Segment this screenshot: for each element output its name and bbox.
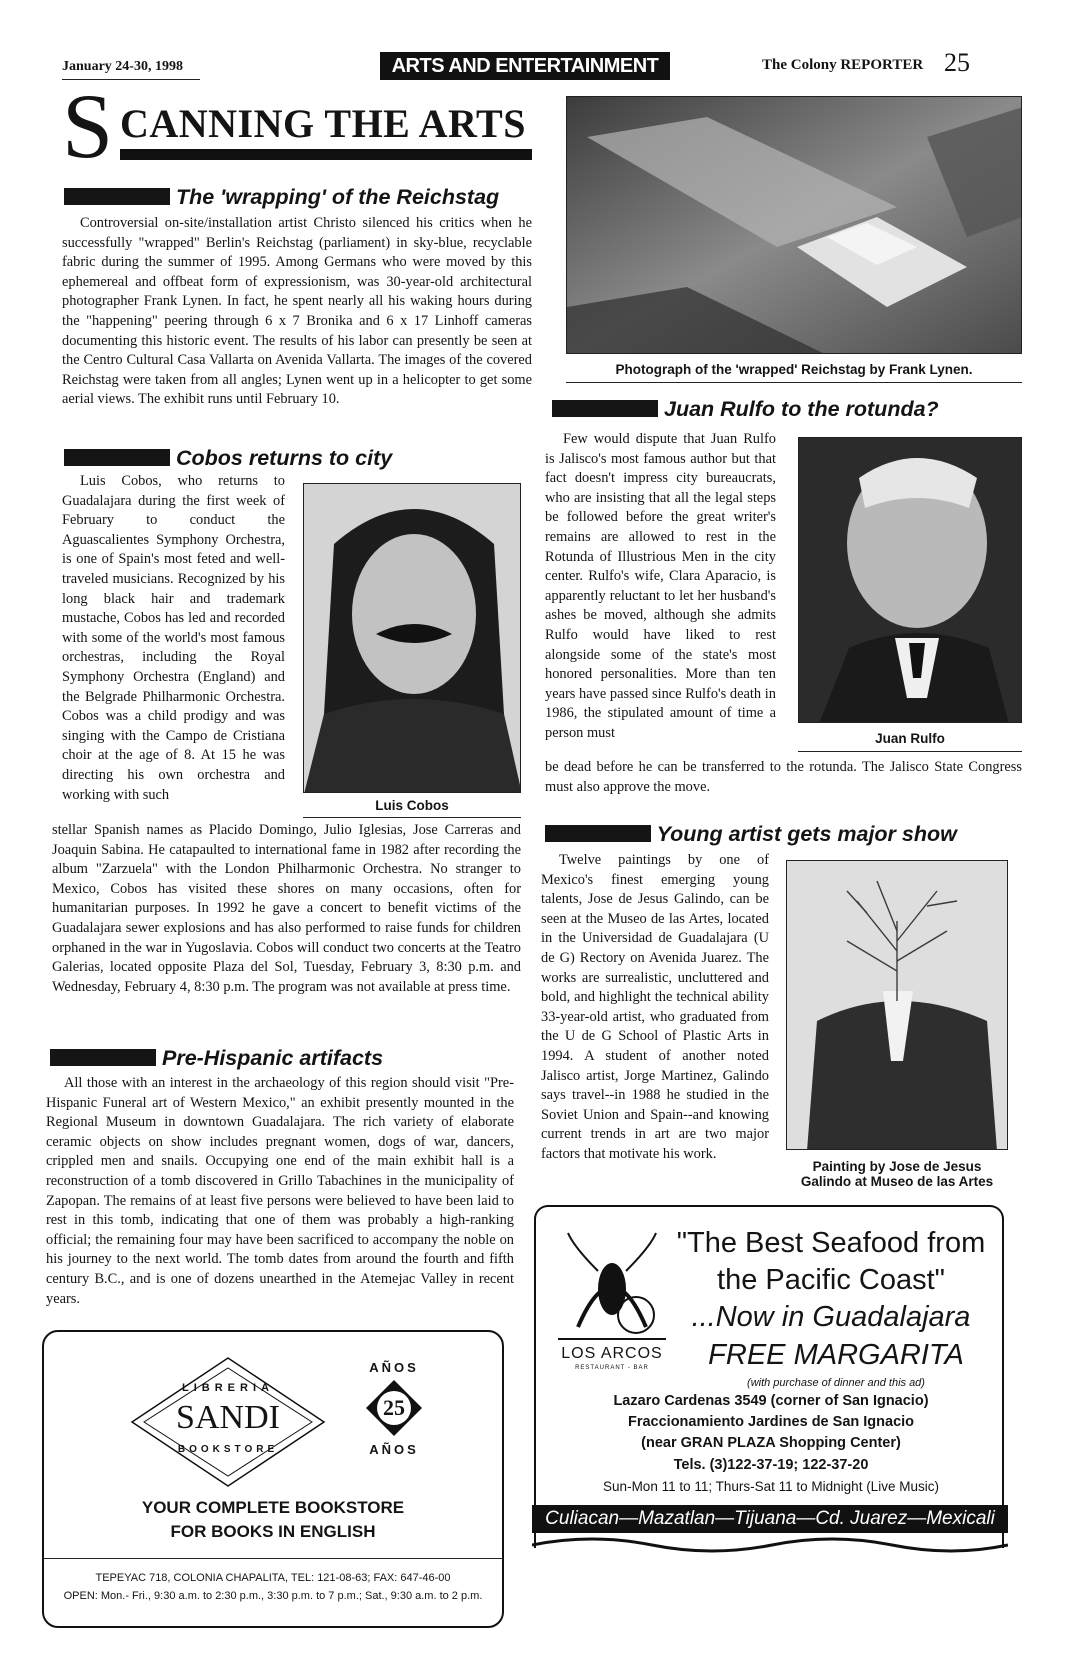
headline-bar: [64, 188, 170, 205]
rulfo-photo: [798, 437, 1022, 723]
reichstag-caption: Photograph of the 'wrapped' Reichstag by Frank Lynen.: [615, 362, 973, 377]
luis-cobos-portrait: [304, 484, 521, 793]
bookstore-letters: BOOKSTORE: [177, 1444, 279, 1455]
sandi-tagline-1: YOUR COMPLETE BOOKSTORE: [141, 1498, 405, 1517]
arcos-cities-banner: Culiacan—Mazatlan—Tijuana—Cd. Juarez—Mexicali: [532, 1505, 1008, 1533]
galindo-caption: [778, 1159, 1016, 1189]
issue-date: January 24-30, 1998: [62, 59, 183, 74]
reichstag-headline: The 'wrapping' of the Reichstag: [64, 185, 499, 210]
caption-rule: [798, 751, 1022, 752]
libreria-letters: LIBRERIA: [182, 1382, 274, 1394]
rulfo-article-part1: Few would dispute that Juan Rulfo is Jalisco's most famous author but that fact doesn't impress city bureaucrats, who are insisting that all the legal steps be followed before the great writer's remains are allowed to rest in the Rotunda of Illustrious Men in the city center. Rulfo's wife, Clara Aparacio, is apparently reluctant to let her husband's ashes be moved, although she admits Rulfo would have liked to rest alongside some of the state's most honored personalities. More than ten years have passed since Rulfo's death in 1986, the stipulated amount of time a person must: [545, 431, 776, 741]
arcos-headline-2: the Pacific Coast": [717, 1264, 945, 1296]
sandi-name: SANDI: [176, 1399, 280, 1436]
page-number: 25: [944, 48, 970, 77]
galindo-article: Twelve paintings by one of Mexico's finest emerging young talents, Jose de Jesus Galindo, can be seen at the Museo de las Artes, located in the Universidad de Guadalajara (U de G) Rectory on Avenida Juarez. The works are surrealistic, uncluttered and bold, and highlight the technical ability 33-year-old artist, who graduated from the U de G School of Plastic Arts in 1994. A student of another noted Jalisco artist, Jorge Martinez, Galindo says travel--in 1988 he studied in the Soviet Union and Spain--and knowing current trends in art are two major factors that motivate his work.: [541, 852, 769, 1162]
reichstag-article: Controversial on-site/installation artist Christo silenced his critics when he successfully "wrapped" Berlin's Reichstag (parliament) in sky-blue, recyclable fabric during the summer of 1995. Among Germans who were moved by this ephemereal and offbeat form of expressionism, was 30-year-old architectural photographer Frank Lynen. In fact, he spent nearly all his waking hours during the "happening" peering through 6 x 7 Bronika and 6 x 17 Linhoff cameras documenting this historic event. The results of his labor can presently be seen at the Centro Cultural Casa Vallarta on Avenida Vallarta. The images of the covered Reichstag were taken from all angles; Lynen went up in a helicopter to get some aerial views. The exhibit runs until February 10.: [62, 215, 532, 408]
newspaper-name: The Colony REPORTER: [762, 57, 924, 73]
cobos-caption: Luis Cobos: [375, 798, 449, 813]
rulfo-headline: Juan Rulfo to the rotunda?: [552, 397, 939, 422]
ad-divider: [44, 1558, 502, 1559]
title-bar: [120, 149, 532, 160]
rulfo-caption: Juan Rulfo: [875, 731, 945, 746]
page-title: [62, 75, 532, 177]
arcos-address-3: (near GRAN PLAZA Shopping Center): [641, 1435, 901, 1451]
galindo-caption-line1: Painting by Jose de Jesus: [812, 1159, 982, 1174]
caption-rule: [566, 382, 1022, 383]
los-arcos-ad: [534, 1205, 1004, 1548]
cobos-article-part1: Luis Cobos, who returns to Guadalajara during the first week of February to conduct the Aguascalientes Symphony Orchestra, is one of Spain's most feted and well-traveled musicians. Recognized by his long black hair and trademark mustache, Cobos has led and recorded with some of the world's most famous orchestras, including the Royal Symphony Orchestra (England) and the Belgrade Philharmonic Orchestra. Cobos was a child prodigy and was singing with the Campo de Cristiana choir at the age of 8. At 15 he was directing his own orchestra and working with such: [62, 473, 285, 803]
arcos-address-2: Fraccionamiento Jardines de San Ignacio: [627, 1414, 915, 1430]
headline-bar: [64, 449, 170, 466]
arcos-phones: Tels. (3)122-37-19; 122-37-20: [673, 1457, 869, 1473]
sandi-address: TEPEYAC 718, COLONIA CHAPALITA, TEL: 121-08-63; FAX: 647-46-00: [95, 1572, 451, 1584]
arcos-address-1: Lazaro Cardenas 3549 (corner of San Ignacio): [613, 1393, 929, 1409]
headline-bar: [545, 825, 651, 842]
galindo-painting-image: [787, 861, 1008, 1150]
arcos-headline-1: "The Best Seafood from: [676, 1227, 986, 1259]
section-banner: ARTS AND ENTERTAINMENT: [380, 52, 670, 80]
arcos-headline-3: ...Now in Guadalajara: [691, 1301, 971, 1333]
rulfo-article-part2: be dead before he can be transferred to the rotunda. The Jalisco State Congress must also approve the move.: [545, 759, 1022, 795]
cobos-headline: Cobos returns to city: [64, 446, 392, 471]
los-arcos-name: LOS ARCOS: [561, 1345, 663, 1362]
anos-top-label: AÑOS: [369, 1360, 419, 1375]
galindo-headline: Young artist gets major show: [545, 822, 957, 847]
promo-note: (with purchase of dinner and this ad): [747, 1377, 925, 1389]
sandi-bookstore-ad: [42, 1330, 504, 1628]
page-header: [62, 50, 982, 84]
free-margarita-promo: FREE MARGARITA: [708, 1339, 964, 1371]
anniversary-years: 25: [383, 1395, 405, 1420]
anos-bottom-label: AÑOS: [369, 1442, 419, 1457]
sandi-tagline-2: FOR BOOKS IN ENGLISH: [170, 1522, 376, 1541]
prehispanic-headline: Pre-Hispanic artifacts: [50, 1046, 383, 1071]
galindo-photo: [786, 860, 1008, 1150]
arcos-hours: Sun-Mon 11 to 11; Thurs-Sat 11 to Midnight (Live Music): [603, 1479, 939, 1494]
caption-rule: [303, 817, 521, 818]
headline-bar: [50, 1049, 156, 1066]
title-dropcap: S: [62, 75, 114, 177]
anniversary-badge: [366, 1380, 422, 1436]
cobos-article-part2: stellar Spanish names as Placido Domingo, Julio Iglesias, Jose Carreras and Joaquin Sabina. He catapaulted to international fame in 1982 after recording the album "Zarzuela" with the London Philharmonic Orchestra. No stranger to Mexico, Cobos has visited these shores on many occasions, often for humanitarian purposes. In 1992 he gave a concert to benefit victims of the Guadalajara sewer explosions and has also performed to raise funds for children orphaned in the war in Yugoslavia. Cobos will conduct two concerts at the Teatro Galerias, located opposite Plaza del Sol, Tuesday, February 3, 8:30 p.m. and Wednesday, February 4, 8:30 p.m. The program was not available at press time.: [52, 822, 521, 995]
title-text: CANNING THE ARTS: [120, 101, 526, 146]
reichstag-aerial-image: [567, 97, 1022, 354]
sandi-hours: OPEN: Mon.- Fri., 9:30 a.m. to 2:30 p.m., 3:30 p.m. to 7 p.m.; Sat., 9:30 a.m. to 2 p.m.: [63, 1590, 483, 1602]
reichstag-photo: [566, 96, 1022, 354]
juan-rulfo-portrait: [799, 438, 1022, 723]
los-arcos-subtitle: RESTAURANT - BAR: [575, 1365, 649, 1371]
galindo-caption-line2: Galindo at Museo de las Artes: [800, 1174, 994, 1189]
cobos-photo: [303, 483, 521, 793]
headline-bar: [552, 400, 658, 417]
sandi-logo: [128, 1352, 328, 1492]
prehispanic-article: All those with an interest in the archaeology of this region should visit "Pre-Hispanic Funeral art of Western Mexico," an exhibit presently mounted in the Regional Museum in downtown Guadalajara. The rich variety of elaborate ceramic objects on show includes pregnant women, dogs of war, dancers, crippled men and snails. Occupying one end of the main exhibit hall is a reconstruction of a tomb discovered in Grillo Tabachines in the municipality of Zapopan. The remains of at least five persons were believed to have been laid to rest in this tomb, indicating that one of them was probably a high-ranking official; the remaining four may have been sacrificed to accompany the noble on his journey to the next world. The tomb dates from around the fourth and fifth century B.C., and is one of dozens unearthed in the Atemejac Valley in recent years.: [46, 1075, 514, 1307]
wave-decoration-icon: [532, 1533, 1008, 1555]
